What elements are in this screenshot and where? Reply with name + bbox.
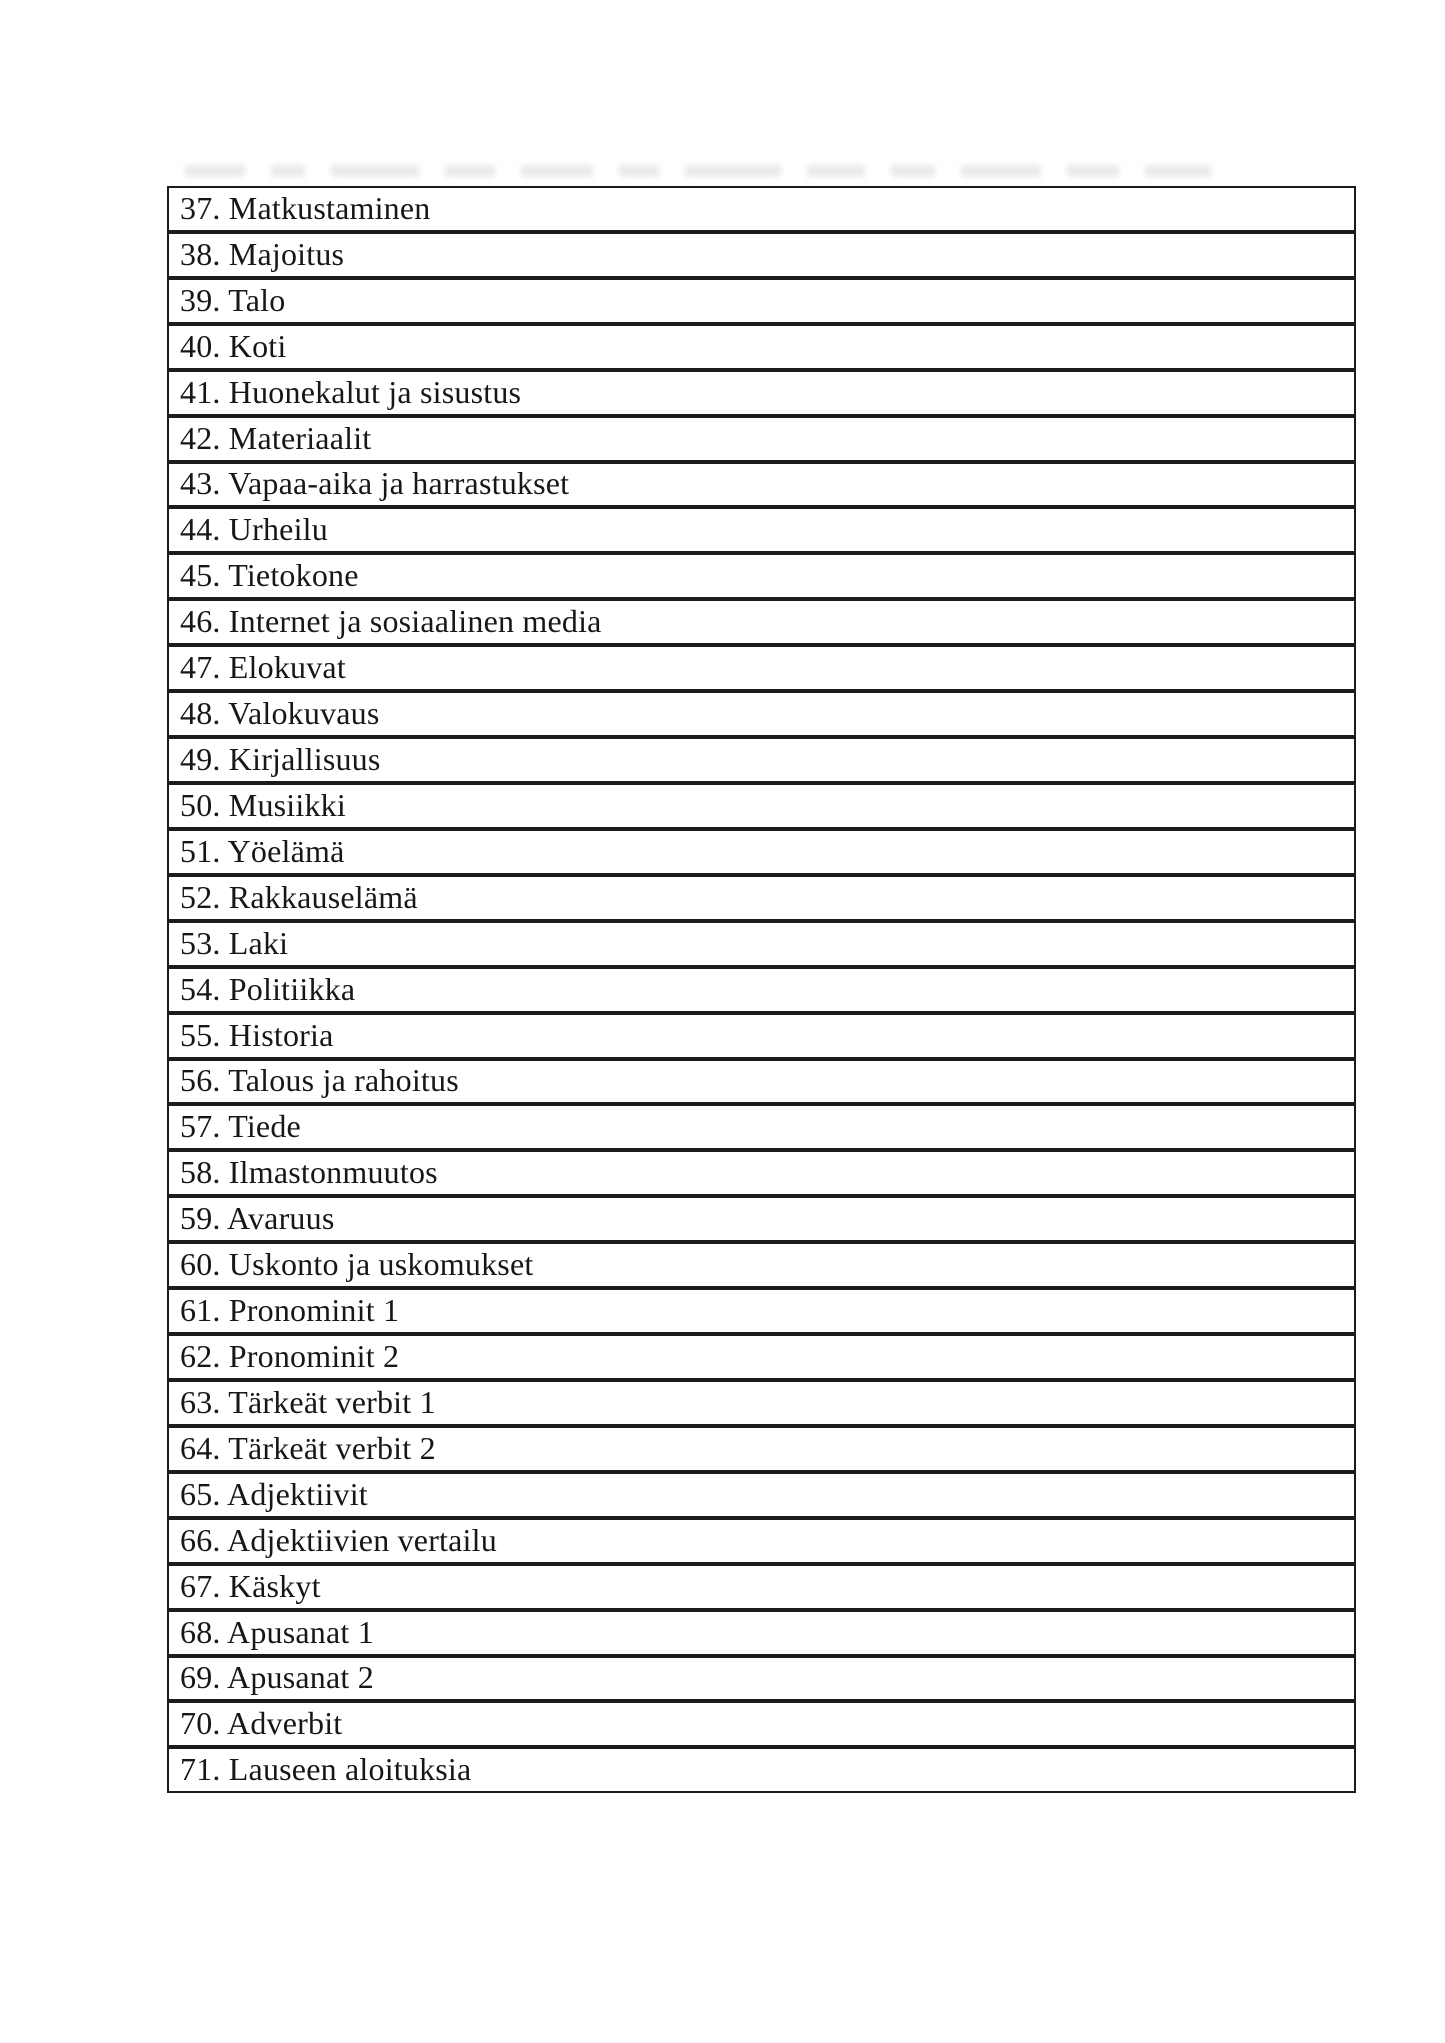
toc-row [167, 1610, 1356, 1656]
toc-row [167, 829, 1356, 875]
toc-row [167, 507, 1356, 553]
toc-row [167, 783, 1356, 829]
toc-row [167, 1518, 1356, 1564]
toc-entry-label: 57. Tiede [180, 1108, 301, 1145]
toc-entry-label: 37. Matkustaminen [180, 189, 431, 226]
toc-entry-label: 46. Internet ja sosiaalinen media [180, 603, 602, 640]
toc-entry-label: 58. Ilmastonmuutos [180, 1154, 438, 1191]
toc-entry-label: 47. Elokuvat [180, 649, 346, 686]
toc-row [167, 1472, 1356, 1518]
toc-entry-label: 41. Huonekalut ja sisustus [180, 373, 522, 410]
toc-entry-label: 51. Yöelämä [180, 832, 345, 869]
toc-row [167, 1426, 1356, 1472]
toc-entry-label: 48. Valokuvaus [180, 695, 380, 732]
scan-ghosting-artifact [185, 163, 1325, 179]
toc-entry-label: 40. Koti [180, 327, 287, 364]
toc-entry-label: 62. Pronominit 2 [180, 1338, 400, 1374]
toc-entry-label: 55. Historia [180, 1016, 334, 1053]
toc-entry-label: 61. Pronominit 1 [180, 1292, 400, 1329]
toc-row [167, 599, 1356, 645]
toc-row [167, 1150, 1356, 1196]
toc-entry-label: 69. Apusanat 2 [180, 1659, 374, 1696]
toc-row [167, 1380, 1356, 1426]
toc-row [167, 370, 1356, 416]
toc-row [167, 1747, 1356, 1793]
toc-entry-label: 50. Musiikki [180, 786, 346, 823]
toc-row [167, 1288, 1356, 1334]
toc-row [167, 553, 1356, 599]
toc-row [167, 1701, 1356, 1747]
toc-row [167, 1104, 1356, 1150]
toc-row [167, 1564, 1356, 1610]
toc-row [167, 1334, 1356, 1380]
toc-entry-label: 45. Tietokone [180, 557, 359, 594]
toc-entry-label: 68. Apusanat 1 [180, 1613, 374, 1650]
toc-entry-label: 49. Kirjallisuus [180, 741, 381, 778]
toc-row [167, 1059, 1356, 1105]
table-of-contents [167, 186, 1356, 1793]
toc-row [167, 691, 1356, 737]
toc-entry-label: 65. Adjektiivit [180, 1475, 368, 1512]
toc-row [167, 921, 1356, 967]
toc-row [167, 967, 1356, 1013]
toc-row [167, 1013, 1356, 1059]
toc-entry-label: 56. Talous ja rahoitus [180, 1062, 459, 1099]
toc-entry-label: 71. Lauseen aloituksia [180, 1751, 472, 1788]
toc-row [167, 1242, 1356, 1288]
toc-entry-label: 63. Tärkeät verbit 1 [180, 1383, 436, 1420]
toc-row [167, 232, 1356, 278]
toc-row [167, 462, 1356, 508]
toc-row [167, 1196, 1356, 1242]
toc-entry-label: 66. Adjektiivien vertailu [180, 1521, 497, 1558]
toc-row [167, 278, 1356, 324]
toc-row [167, 737, 1356, 783]
toc-entry-label: 43. Vapaa-aika ja harrastukset [180, 465, 570, 502]
toc-entry-label: 53. Laki [180, 924, 289, 961]
toc-row [167, 1656, 1356, 1702]
toc-entry-label: 67. Käskyt [180, 1567, 321, 1604]
toc-entry-label: 39. Talo [180, 281, 286, 318]
toc-row [167, 875, 1356, 921]
toc-row [167, 186, 1356, 232]
toc-entry-label: 54. Politiikka [180, 970, 356, 1007]
toc-entry-label: 64. Tärkeät verbit 2 [180, 1429, 436, 1466]
toc-row [167, 645, 1356, 691]
toc-row [167, 324, 1356, 370]
toc-entry-label: 70. Adverbit [180, 1705, 343, 1742]
toc-entry-label: 59. Avaruus [180, 1200, 335, 1237]
toc-entry-label: 52. Rakkauselämä [180, 878, 418, 915]
toc-entry-label: 60. Uskonto ja uskomukset [180, 1246, 534, 1283]
toc-entry-label: 44. Urheilu [180, 511, 328, 548]
toc-entry-label: 42. Materiaalit [180, 419, 372, 456]
toc-row [167, 416, 1356, 462]
toc-entry-label: 38. Majoitus [180, 235, 345, 272]
